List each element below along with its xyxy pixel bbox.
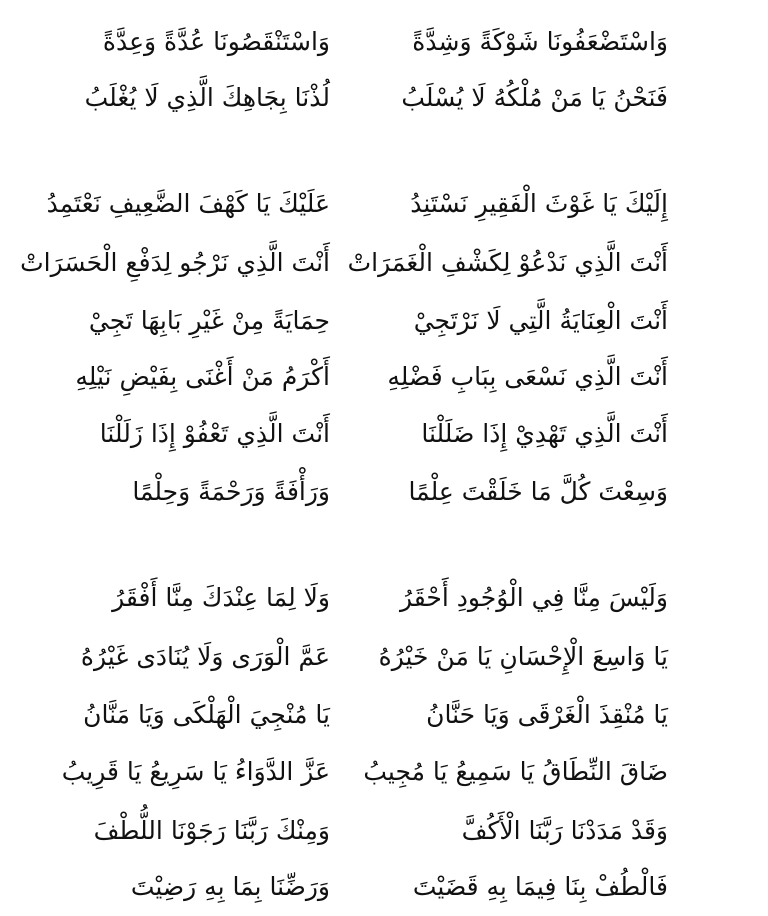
- verse-second-hemistich: وَرَأْفَةً وَرَحْمَةً وَحِلْمًا: [132, 477, 330, 506]
- verse-second-hemistich: عَزَّ الدَّوَاءُ يَا سَرِيعُ يَا قَرِيبُ: [61, 757, 330, 786]
- verse-first-hemistich: فَالْطُفْ بِنَا فِيمَا بِهِ قَضَيْتَ: [412, 872, 668, 901]
- verse-first-hemistich: وَسِعْتَ كُلَّ مَا خَلَقْتَ عِلْمًا: [408, 477, 668, 506]
- verse: [0, 578, 768, 618]
- verse-second-hemistich: عَمَّ الْوَرَى وَلَا يُنَادَى غَيْرُهُ: [80, 642, 330, 671]
- verse: [0, 301, 768, 341]
- verse-first-hemistich: وَلَيْسَ مِنَّا فِي الْوُجُودِ أَحْقَرُ: [399, 583, 668, 612]
- verse-second-hemistich: وَلَا لِمَا عِنْدَكَ مِنَّا أَفْقَرُ: [112, 583, 330, 612]
- verse-first-hemistich: يَا وَاسِعَ الْإِحْسَانِ يَا مَنْ خَيْرُهُ: [378, 642, 668, 671]
- verse-second-hemistich: عَلَيْكَ يَا كَهْفَ الضَّعِيفِ نَعْتَمِدُ: [46, 189, 330, 218]
- verse: [0, 414, 768, 454]
- verse-first-hemistich: أَنْتَ الْعِنَايَةُ الَّتِي لَا نَرْتَجِيْ: [413, 306, 668, 335]
- verse: [0, 637, 768, 677]
- verse: [0, 184, 768, 224]
- verse: [0, 78, 768, 118]
- verse-first-hemistich: أَنْتَ الَّذِي تَهْدِيْ إِذَا ضَلَلْنَا: [421, 419, 668, 448]
- verse-first-hemistich: يَا مُنْقِذَ الْغَرْقَى وَيَا حَنَّانُ: [426, 700, 668, 729]
- verse-first-hemistich: وَاسْتَضْعَفُونَا شَوْكَةً وَشِدَّةً: [412, 27, 668, 56]
- verse-second-hemistich: لُذْنَا بِجَاهِكَ الَّذِي لَا يُغْلَبُ: [84, 83, 330, 112]
- verse-first-hemistich: وَقَدْ مَدَدْنَا رَبَّنَا الْأَكُفَّ: [461, 816, 668, 845]
- verse: [0, 472, 768, 512]
- verse-second-hemistich: حِمَايَةً مِنْ غَيْرِ بَابِهَا تَجِيْ: [88, 306, 330, 335]
- verse-first-hemistich: أَنْتَ الَّذِي نَسْعَى بِبَابِ فَضْلِهِ: [387, 362, 668, 391]
- verse: [0, 357, 768, 397]
- verse-second-hemistich: يَا مُنْجِيَ الْهَلْكَى وَيَا مَنَّانُ: [83, 700, 330, 729]
- verse-second-hemistich: وَاسْتَنْقَصُونَا عُدَّةً وَعِدَّةً: [102, 27, 330, 56]
- verse-first-hemistich: فَنَحْنُ يَا مَنْ مُلْكُهُ لَا يُسْلَبُ: [401, 83, 668, 112]
- verse: [0, 867, 768, 907]
- verse: [0, 811, 768, 851]
- verse: [0, 695, 768, 735]
- verse-first-hemistich: إِلَيْكَ يَا غَوْثَ الْفَقِيرِ نَسْتَنِدُ: [410, 189, 668, 218]
- verse-second-hemistich: أَنْتَ الَّذِي تَعْفُوْ إِذَا زَلَلْنَا: [99, 419, 330, 448]
- verse-first-hemistich: ضَاقَ النِّطَاقُ يَا سَمِيعُ يَا مُجِيبُ: [363, 757, 668, 786]
- verse-second-hemistich: وَمِنْكَ رَبَّنَا رَجَوْنَا اللُّطْفَ: [93, 816, 330, 845]
- verse-second-hemistich: أَكْرَمُ مَنْ أَغْنَى بِفَيْضِ نَيْلِهِ: [75, 362, 330, 391]
- verse-second-hemistich: وَرَضِّنَا بِمَا بِهِ رَضِيْتَ: [130, 872, 330, 901]
- verse: [0, 243, 768, 283]
- verse: [0, 752, 768, 792]
- verse-first-hemistich: أَنْتَ الَّذِي نَدْعُوْ لِكَشْفِ الْغَمَرَاتْ: [347, 248, 668, 277]
- verse-second-hemistich: أَنْتَ الَّذِي نَرْجُو لِدَفْعِ الْحَسَرَاتْ: [20, 248, 330, 277]
- verse: [0, 22, 768, 62]
